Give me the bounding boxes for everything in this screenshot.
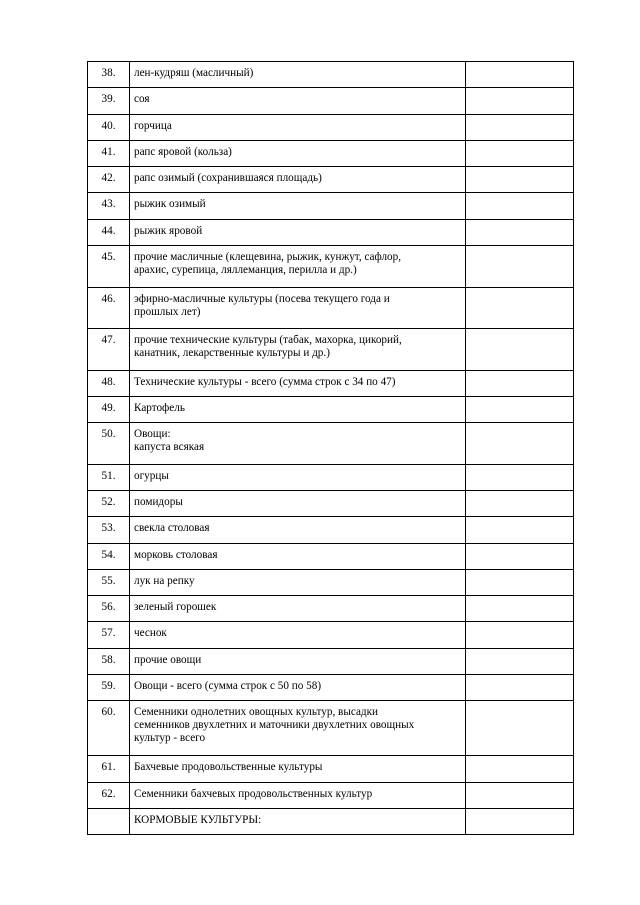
crop-name-text: соя [134,93,150,106]
table-row [88,329,574,371]
table-row [88,396,574,422]
crop-area-table [87,61,574,835]
table-row [88,808,574,834]
row-number: 52. [88,490,130,516]
row-number: 60. [88,701,130,756]
row-number: 40. [88,114,130,140]
row-crop-name [130,464,466,490]
row-crop-name [130,423,466,465]
table-row [88,596,574,622]
row-number: 49. [88,396,130,422]
row-value-cell [466,490,574,516]
table-row [88,219,574,245]
row-number: 56. [88,596,130,622]
crop-name-text: Технические культуры - всего (сумма строк с 34 по 47) [134,375,396,388]
row-value-cell [466,423,574,465]
row-crop-name [130,114,466,140]
crop-name-text: Овощи - всего (сумма строк с 50 по 58) [134,680,322,693]
row-value-cell [466,88,574,114]
row-crop-name [130,219,466,245]
table-row [88,701,574,756]
crop-name-text: лук на репку [134,574,195,587]
row-value-cell [466,396,574,422]
crop-name-text: Семенники однолетних овощных культур, высадки семенников двухлетних и маточники двухлетних овощных культур - всего [134,706,415,745]
row-value-cell [466,140,574,166]
row-value-cell [466,464,574,490]
crop-name-text: эфирно-масличные культуры (посева текущего года и прошлых лет) [134,292,390,318]
row-number: 53. [88,517,130,543]
row-value-cell [466,246,574,288]
crop-name-text: морковь столовая [134,548,218,561]
table-row [88,782,574,808]
table-row [88,167,574,193]
table-body [88,62,574,835]
row-crop-name [130,756,466,782]
crop-name-text: Бахчевые продовольственные культуры [134,761,323,774]
row-crop-name [130,675,466,701]
row-crop-name [130,370,466,396]
row-number: 48. [88,370,130,396]
table-row [88,62,574,88]
crop-name-text: КОРМОВЫЕ КУЛЬТУРЫ: [134,813,262,826]
crop-name-text: Семенники бахчевых продовольственных культур [134,787,373,800]
row-number: 58. [88,648,130,674]
row-value-cell [466,287,574,329]
row-crop-name [130,648,466,674]
row-crop-name [130,167,466,193]
table-row [88,543,574,569]
row-crop-name [130,193,466,219]
table-row [88,622,574,648]
row-crop-name [130,88,466,114]
row-number: 57. [88,622,130,648]
row-crop-name [130,140,466,166]
row-value-cell [466,329,574,371]
row-value-cell [466,622,574,648]
row-value-cell [466,114,574,140]
crop-name-text: помидоры [134,495,183,508]
row-crop-name [130,62,466,88]
row-number: 43. [88,193,130,219]
table-row [88,569,574,595]
row-value-cell [466,808,574,834]
row-number: 47. [88,329,130,371]
crop-name-text: прочие масличные (клещевина, рыжик, кунжут, сафлор, арахис, сурепица, ляллеманция, перилла и др.) [134,251,402,277]
row-crop-name [130,490,466,516]
crop-name-text: лен-кудряш (масличный) [134,67,254,79]
table-row [88,675,574,701]
table-row [88,140,574,166]
row-crop-name [130,517,466,543]
crop-name-text: Овощи: капуста всякая [134,428,205,454]
crop-name-text: прочие овощи [134,653,202,666]
row-value-cell [466,167,574,193]
row-number [88,808,130,834]
table-row [88,114,574,140]
row-number: 62. [88,782,130,808]
row-number: 45. [88,246,130,288]
row-crop-name [130,569,466,595]
row-number: 51. [88,464,130,490]
row-value-cell [466,596,574,622]
crop-name-text: Картофель [134,401,185,414]
table-row [88,648,574,674]
table-row [88,490,574,516]
crop-name-text: горчица [134,119,172,132]
row-crop-name [130,596,466,622]
row-crop-name [130,246,466,288]
table-row [88,517,574,543]
crop-name-text: рыжик озимый [134,198,206,211]
row-value-cell [466,370,574,396]
row-crop-name [130,396,466,422]
table-row [88,423,574,465]
row-value-cell [466,648,574,674]
row-number: 55. [88,569,130,595]
row-value-cell [466,782,574,808]
row-value-cell [466,543,574,569]
row-number: 59. [88,675,130,701]
row-crop-name [130,543,466,569]
row-value-cell [466,675,574,701]
row-value-cell [466,517,574,543]
table-row [88,88,574,114]
row-crop-name [130,329,466,371]
crop-name-text: рыжик яровой [134,224,203,237]
row-number: 54. [88,543,130,569]
table-row [88,246,574,288]
row-number: 46. [88,287,130,329]
row-crop-name [130,701,466,756]
row-value-cell [466,219,574,245]
row-value-cell [466,756,574,782]
crop-name-text: рапс озимый (сохранившаяся площадь) [134,172,322,185]
crop-name-text: свекла столовая [134,522,210,535]
row-number: 50. [88,423,130,465]
row-number: 39. [88,88,130,114]
row-value-cell [466,569,574,595]
row-number: 41. [88,140,130,166]
row-crop-name [130,287,466,329]
row-value-cell [466,62,574,88]
row-number: 61. [88,756,130,782]
table-row [88,370,574,396]
row-number: 38. [88,62,130,88]
crop-name-text: чеснок [134,627,167,640]
table-row [88,287,574,329]
row-number: 44. [88,219,130,245]
row-value-cell [466,701,574,756]
table-row [88,464,574,490]
crop-name-text: прочие технические культуры (табак, махорка, цикорий, канатник, лекарственные культуры и др.) [134,334,402,360]
row-number: 42. [88,167,130,193]
crop-name-text: рапс яровой (кольза) [134,145,232,158]
table-row [88,193,574,219]
row-crop-name [130,622,466,648]
crop-name-text: зеленый горошек [134,601,217,614]
row-crop-name [130,782,466,808]
table-row [88,756,574,782]
row-crop-name [130,808,466,834]
crop-name-text: огурцы [134,469,169,482]
row-value-cell [466,193,574,219]
